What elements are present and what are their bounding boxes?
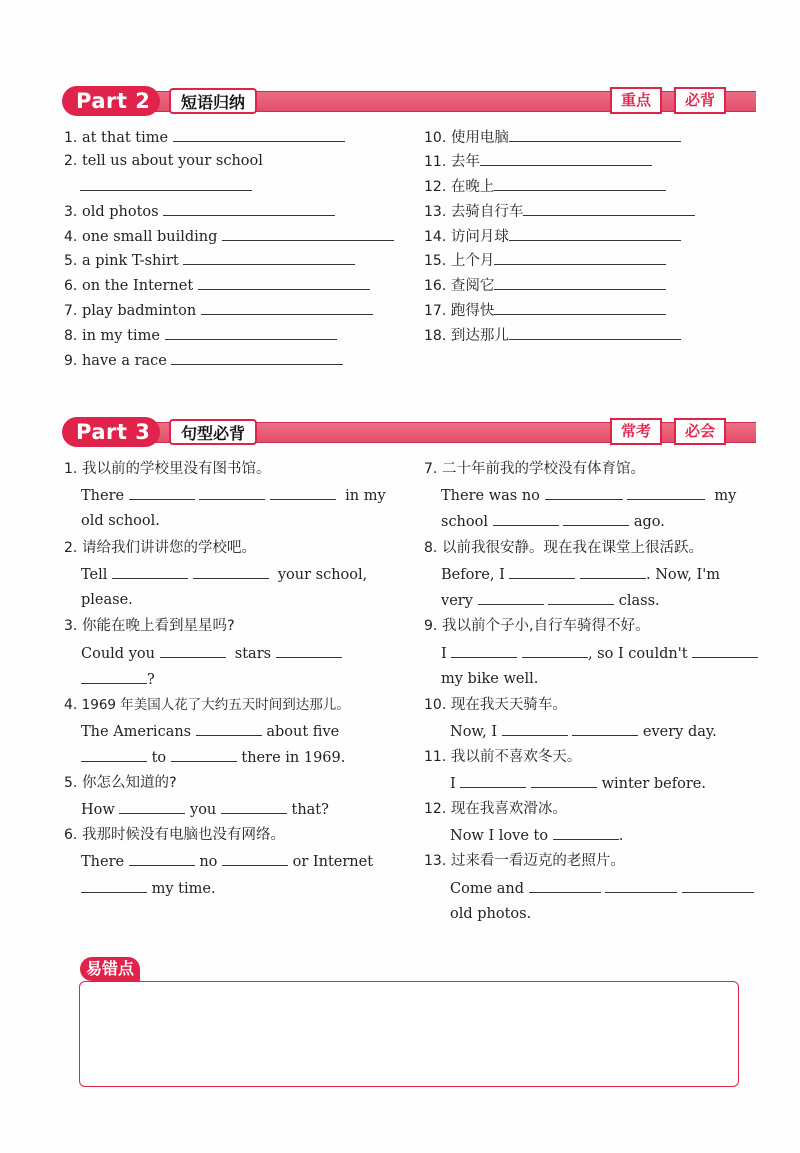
phrase-item: 13. 去骑自行车: [424, 201, 695, 222]
sentence-answer: The Americans about five: [81, 721, 339, 742]
phrase-item: 14. 访问月球: [424, 226, 681, 247]
answer-blank[interactable]: [193, 564, 269, 579]
tag-must-recite: 必背: [674, 87, 726, 114]
sentence-answer: I , so I couldn't: [441, 643, 758, 664]
answer-blank[interactable]: [523, 201, 695, 216]
sentence-answer: There in my: [81, 485, 386, 506]
answer-blank[interactable]: [201, 300, 373, 315]
answer-blank[interactable]: [199, 485, 265, 500]
sentence-answer: There was no my: [441, 485, 736, 506]
answer-blank[interactable]: [531, 773, 597, 788]
phrase-item: 2. tell us about your school: [64, 153, 263, 169]
answer-blank[interactable]: [183, 250, 355, 265]
sentence-answer: very class.: [441, 590, 660, 611]
phrase-item: 12. 在晚上: [424, 176, 666, 197]
answer-blank[interactable]: [563, 511, 629, 526]
answer-blank[interactable]: [165, 325, 337, 340]
sentence-answer: my bike well.: [441, 671, 539, 687]
answer-blank[interactable]: [605, 878, 677, 893]
sentence-prompt: 2. 请给我们讲讲您的学校吧。: [64, 540, 256, 556]
phrase-item: 4. one small building: [64, 226, 394, 247]
sentence-prompt: 11. 我以前不喜欢冬天。: [424, 749, 582, 765]
answer-blank[interactable]: [502, 721, 568, 736]
answer-blank[interactable]: [198, 275, 370, 290]
answer-blank[interactable]: [509, 226, 681, 241]
answer-blank[interactable]: [221, 799, 287, 814]
answer-blank[interactable]: [553, 825, 619, 840]
part2-label: Part 2: [62, 86, 160, 116]
answer-blank[interactable]: [81, 747, 147, 762]
sentence-answer: How you that?: [81, 799, 329, 820]
phrase-item: 7. play badminton: [64, 300, 373, 321]
sentence-answer: school ago.: [441, 511, 665, 532]
sentence-prompt: 4. 1969 年美国人花了大约五天时间到达那儿。: [64, 697, 350, 713]
answer-blank[interactable]: [171, 350, 343, 365]
phrase-item: 10. 使用电脑: [424, 127, 681, 148]
sentence-prompt: 3. 你能在晚上看到星星吗?: [64, 618, 235, 634]
sentence-answer: my time.: [81, 878, 216, 899]
part3-title: 句型必背: [169, 419, 257, 445]
phrase-item: 15. 上个月: [424, 250, 666, 271]
answer-blank[interactable]: [451, 643, 517, 658]
answer-blank[interactable]: [196, 721, 262, 736]
sentence-prompt: 1. 我以前的学校里没有图书馆。: [64, 461, 271, 477]
answer-blank[interactable]: [81, 878, 147, 893]
answer-blank[interactable]: [494, 275, 666, 290]
answer-blank[interactable]: [682, 878, 754, 893]
answer-blank[interactable]: [627, 485, 705, 500]
sentence-prompt: 5. 你怎么知道的?: [64, 775, 177, 791]
phrase-item: 5. a pink T-shirt: [64, 250, 355, 271]
answer-blank[interactable]: [545, 485, 623, 500]
sentence-answer: Now I love to .: [450, 825, 623, 846]
answer-blank[interactable]: [529, 878, 601, 893]
phrase-item: 1. at that time: [64, 127, 345, 148]
answer-blank[interactable]: [222, 226, 394, 241]
sentence-answer: old photos.: [450, 906, 532, 922]
tag-key-point: 重点: [610, 87, 662, 114]
sentence-prompt: 10. 现在我天天骑车。: [424, 697, 567, 713]
answer-blank[interactable]: [509, 325, 681, 340]
sentence-answer: Now, I every day.: [450, 721, 717, 742]
sentence-prompt: 8. 以前我很安静。现在我在课堂上很活跃。: [424, 540, 703, 556]
phrase-item: 6. on the Internet: [64, 275, 370, 296]
error-notes-box[interactable]: [79, 981, 739, 1087]
answer-blank[interactable]: [478, 590, 544, 605]
phrase-item: 18. 到达那儿: [424, 325, 681, 346]
part2-title: 短语归纳: [169, 88, 257, 114]
answer-blank[interactable]: [548, 590, 614, 605]
answer-blank[interactable]: [493, 511, 559, 526]
phrase-item: 8. in my time: [64, 325, 337, 346]
answer-blank[interactable]: [522, 643, 588, 658]
answer-blank[interactable]: [129, 851, 195, 866]
answer-blank[interactable]: [572, 721, 638, 736]
sentence-answer: please.: [81, 592, 133, 608]
sentence-answer: I winter before.: [450, 773, 706, 794]
sentence-answer: ?: [81, 669, 155, 690]
answer-blank[interactable]: [509, 127, 681, 142]
answer-blank[interactable]: [460, 773, 526, 788]
answer-blank[interactable]: [494, 176, 666, 191]
phrase-item: 17. 跑得快: [424, 300, 666, 321]
answer-blank[interactable]: [494, 300, 666, 315]
sentence-answer: There no or Internet: [81, 851, 373, 872]
phrase-item: 9. have a race: [64, 350, 343, 371]
answer-blank[interactable]: [173, 127, 345, 142]
answer-blank[interactable]: [580, 564, 646, 579]
answer-blank[interactable]: [276, 643, 342, 658]
sentence-answer: old school.: [81, 513, 160, 529]
part3-banner: [62, 417, 756, 447]
answer-blank[interactable]: [509, 564, 575, 579]
error-prone-label: 易错点: [80, 957, 140, 981]
answer-blank[interactable]: [112, 564, 188, 579]
tag-often-tested: 常考: [610, 418, 662, 445]
tag-must-master: 必会: [674, 418, 726, 445]
answer-blank[interactable]: [80, 176, 252, 191]
answer-blank[interactable]: [494, 250, 666, 265]
answer-blank[interactable]: [163, 201, 335, 216]
part3-label: Part 3: [62, 417, 160, 447]
sentence-prompt: 6. 我那时候没有电脑也没有网络。: [64, 827, 285, 843]
sentence-prompt: 12. 现在我喜欢滑冰。: [424, 801, 567, 817]
sentence-answer: Come and: [450, 878, 754, 899]
phrase-item: 11. 去年: [424, 151, 652, 172]
phrase-item: 16. 查阅它: [424, 275, 666, 296]
sentence-answer: Tell your school,: [81, 564, 367, 585]
sentence-prompt: 13. 过来看一看迈克的老照片。: [424, 853, 625, 869]
sentence-answer: Before, I . Now, I'm: [441, 564, 720, 585]
answer-blank[interactable]: [119, 799, 185, 814]
sentence-answer: Could you stars: [81, 643, 342, 664]
sentence-prompt: 7. 二十年前我的学校没有体育馆。: [424, 461, 645, 477]
answer-blank[interactable]: [129, 485, 195, 500]
answer-blank[interactable]: [81, 669, 147, 684]
answer-blank[interactable]: [270, 485, 336, 500]
answer-blank[interactable]: [171, 747, 237, 762]
sentence-prompt: 9. 我以前个子小,自行车骑得不好。: [424, 618, 650, 634]
answer-blank[interactable]: [160, 643, 226, 658]
answer-blank[interactable]: [692, 643, 758, 658]
phrase-item: 3. old photos: [64, 201, 335, 222]
phrase-item-continued: [80, 176, 252, 197]
answer-blank[interactable]: [222, 851, 288, 866]
sentence-answer: to there in 1969.: [81, 747, 345, 768]
part2-banner: [62, 86, 756, 116]
answer-blank[interactable]: [480, 151, 652, 166]
